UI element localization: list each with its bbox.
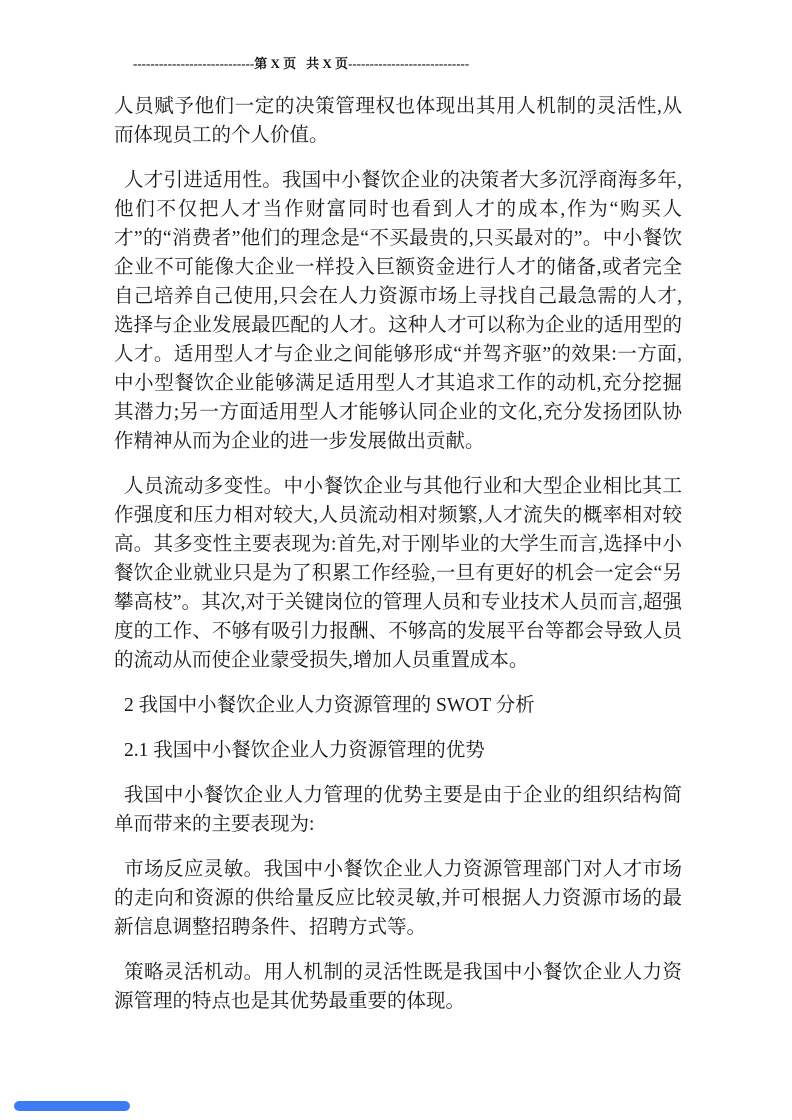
page-header [133,53,659,72]
paragraph-flexible-strategy: 策略灵活机动。用人机制的灵活性既是我国中小餐饮企业人力资源管理的特点也是其优势最重要的体现。 [114,962,682,1012]
heading-swot-analysis: 2 我国中小餐饮企业人力资源管理的 SWOT 分析 [124,695,535,716]
paragraph-advantages-intro: 我国中小餐饮企业人力管理的优势主要是由于企业的组织结构简单而带来的主要表现为: [114,785,682,835]
paragraph-talent-introduction: 人才引进适用性。我国中小餐饮企业的决策者大多沉浮商海多年,他们不仅把人才当作财富同时也看到人才的成本,作为“购买人才”的“消费者”他们的理念是“不买最贵的,只买最对的”。中小餐饮企业不可能像大企业一样投入巨额资金进行人才的储备,或者完全自己培养自己使用,只会在人力资源市场上寻找自己最急需的人才,选择与企业发展最匹配的人才。这种人才可以称为企业的适用型的人才。适用型人才与企业之间能够形成“并驾齐驱”的效果:一方面,中小型餐饮企业能够满足适用型人才其追求工作的动机,充分挖掘其潜力;另一方面适用型人才能够认同企业的文化,充分发扬团队协作精神从而为企业的进一步发展做出贡献。 [114,170,682,452]
heading-advantages: 2.1 我国中小餐饮企业人力资源管理的优势 [124,740,485,761]
progress-bar [14,1101,130,1111]
header-total-label: 共 X 页 [306,56,348,71]
header-dashes-left: ---------------------------- [133,56,255,71]
header-dashes-right: ---------------------------- [348,56,470,71]
document-body [114,92,682,1032]
paragraph-staff-turnover: 人员流动多变性。中小餐饮企业与其他行业和大型企业相比其工作强度和压力相对较大,人员流动相对频繁,人才流失的概率相对较高。其多变性主要表现为:首先,对于刚毕业的大学生而言,选择中小餐饮企业就业只是为了积累工作经验,一旦有更好的机会一定会“另攀高枝”。其次,对于关键岗位的管理人员和专业技术人员而言,超强度的工作、不够有吸引力报酬、不够高的发展平台等都会导致人员的流动从而使企业蒙受损失,增加人员重置成本。 [114,476,682,671]
paragraph-continuation: 人员赋予他们一定的决策管理权也体现出其用人机制的灵活性,从而体现员工的个人价值。 [114,96,682,146]
paragraph-market-response: 市场反应灵敏。我国中小餐饮企业人力资源管理部门对人才市场的走向和资源的供给量反应比较灵敏,并可根据人力资源市场的最新信息调整招聘条件、招聘方式等。 [114,859,682,938]
header-page-label: 第 X 页 [254,56,297,71]
